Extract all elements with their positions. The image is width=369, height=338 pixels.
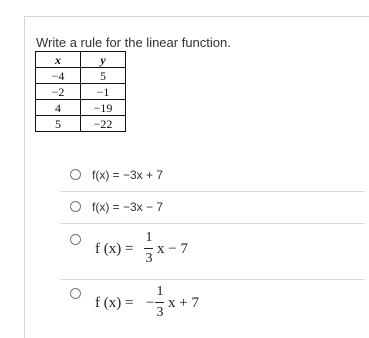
table-cell: −22 (81, 116, 126, 132)
option-4-denominator: 3 (156, 305, 164, 320)
table-cell: −2 (36, 84, 81, 100)
option-3-numerator: 1 (145, 230, 153, 245)
table-cell: −19 (81, 100, 126, 116)
option-3-fraction-bar (144, 248, 153, 249)
table-cell: −4 (36, 68, 81, 84)
table-cell: 5 (36, 116, 81, 132)
option-4-fraction-bar (155, 302, 164, 303)
option-3-denominator: 3 (145, 251, 153, 266)
table-header-row (36, 52, 126, 68)
table-row (36, 68, 126, 84)
option-3-lhs: f (x) = (95, 241, 134, 257)
question-prompt: Write a rule for the linear function. (36, 35, 231, 50)
option-3-rest: x − 7 (157, 241, 188, 257)
option-1-radio[interactable] (70, 169, 81, 180)
option-4-rest: x + 7 (168, 295, 199, 311)
table-row (36, 84, 126, 100)
table-row (36, 100, 126, 116)
option-divider (60, 223, 365, 224)
option-4-radio[interactable] (70, 288, 81, 299)
option-3-radio[interactable] (70, 234, 81, 245)
option-4-numerator: 1 (156, 284, 164, 299)
option-divider (60, 279, 365, 280)
table-row (36, 116, 126, 132)
table-cell: 4 (36, 100, 81, 116)
table-cell: 5 (81, 68, 126, 84)
option-2-label[interactable]: f(x) = −3x − 7 (92, 200, 164, 214)
option-2-radio[interactable] (70, 201, 81, 212)
column-header-x: x (36, 52, 81, 68)
option-1-label[interactable]: f(x) = −3x + 7 (92, 168, 164, 182)
values-table (35, 51, 126, 132)
table-cell: −1 (81, 84, 126, 100)
option-divider (60, 191, 365, 192)
option-4-sign: − (146, 295, 155, 311)
column-header-y: y (81, 52, 126, 68)
option-4-lhs: f (x) = (95, 295, 134, 311)
